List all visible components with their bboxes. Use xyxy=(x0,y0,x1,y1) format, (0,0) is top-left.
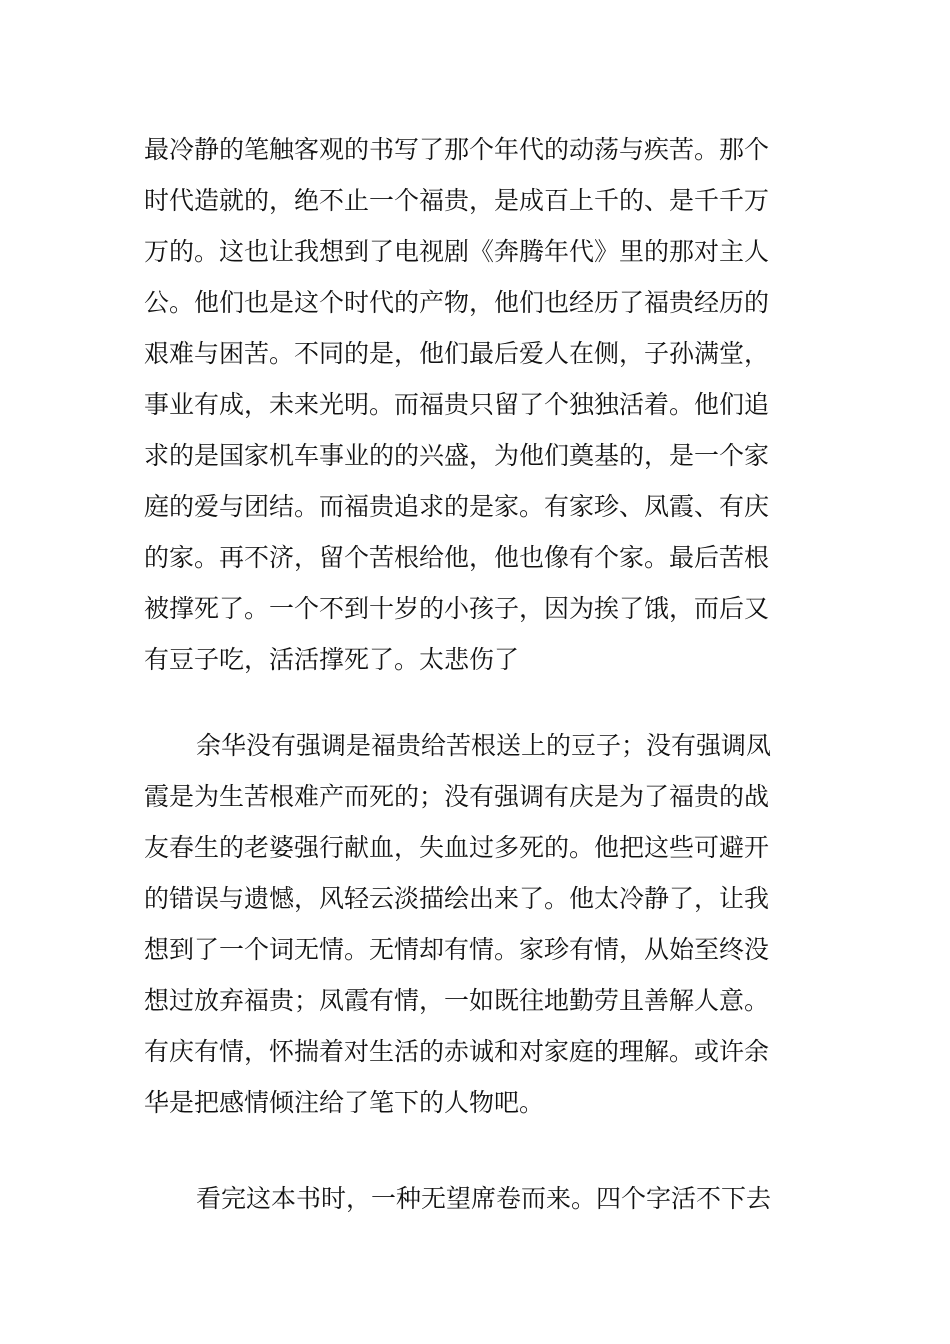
text-line: 想过放弃福贵；凤霞有情，一如既往地勤劳且善解人意。 xyxy=(144,986,770,1015)
paragraph-2 xyxy=(144,720,814,1128)
text-line: 华是把感情倾注给了笔下的人物吧。 xyxy=(144,1088,545,1117)
paragraph-3 xyxy=(144,1173,814,1224)
text-line: 事业有成，未来光明。而福贵只留了个独独活着。他们追 xyxy=(144,390,770,419)
text-line: 想到了一个词无情。无情却有情。家珍有情，从始至终没 xyxy=(144,935,770,964)
text-line: 有庆有情，怀揣着对生活的赤诚和对家庭的理解。或许余 xyxy=(144,1037,770,1066)
text-line: 庭的爱与团结。而福贵追求的是家。有家珍、凤霞、有庆 xyxy=(144,492,770,521)
text-line: 最冷静的笔触客观的书写了那个年代的动荡与疾苦。那个 xyxy=(144,135,770,164)
text-line: 时代造就的，绝不止一个福贵，是成百上千的、是千千万 xyxy=(144,186,770,215)
text-line: 被撑死了。一个不到十岁的小孩子，因为挨了饿，而后又 xyxy=(144,594,770,623)
text-line: 公。他们也是这个时代的产物，他们也经历了福贵经历的 xyxy=(144,288,770,317)
text-line: 的错误与遗憾，风轻云淡描绘出来了。他太冷静了，让我 xyxy=(144,884,770,913)
text-line: 看完这本书时，一种无望席卷而来。四个字活不下去 xyxy=(196,1184,772,1213)
text-line: 余华没有强调是福贵给苦根送上的豆子；没有强调凤 xyxy=(196,731,772,760)
text-line: 霞是为生苦根难产而死的；没有强调有庆是为了福贵的战 xyxy=(144,782,770,811)
text-line: 有豆子吃，活活撑死了。太悲伤了 xyxy=(144,645,520,674)
text-line: 的家。再不济，留个苦根给他，他也像有个家。最后苦根 xyxy=(144,543,770,572)
text-line: 友春生的老婆强行献血，失血过多死的。他把这些可避开 xyxy=(144,833,770,862)
text-line: 艰难与困苦。不同的是，他们最后爱人在侧，子孙满堂， xyxy=(144,339,770,368)
text-line: 求的是国家机车事业的的兴盛，为他们奠基的，是一个家 xyxy=(144,441,770,470)
paragraph-1 xyxy=(144,124,814,685)
text-line: 万的。这也让我想到了电视剧《奔腾年代》里的那对主人 xyxy=(144,237,770,266)
